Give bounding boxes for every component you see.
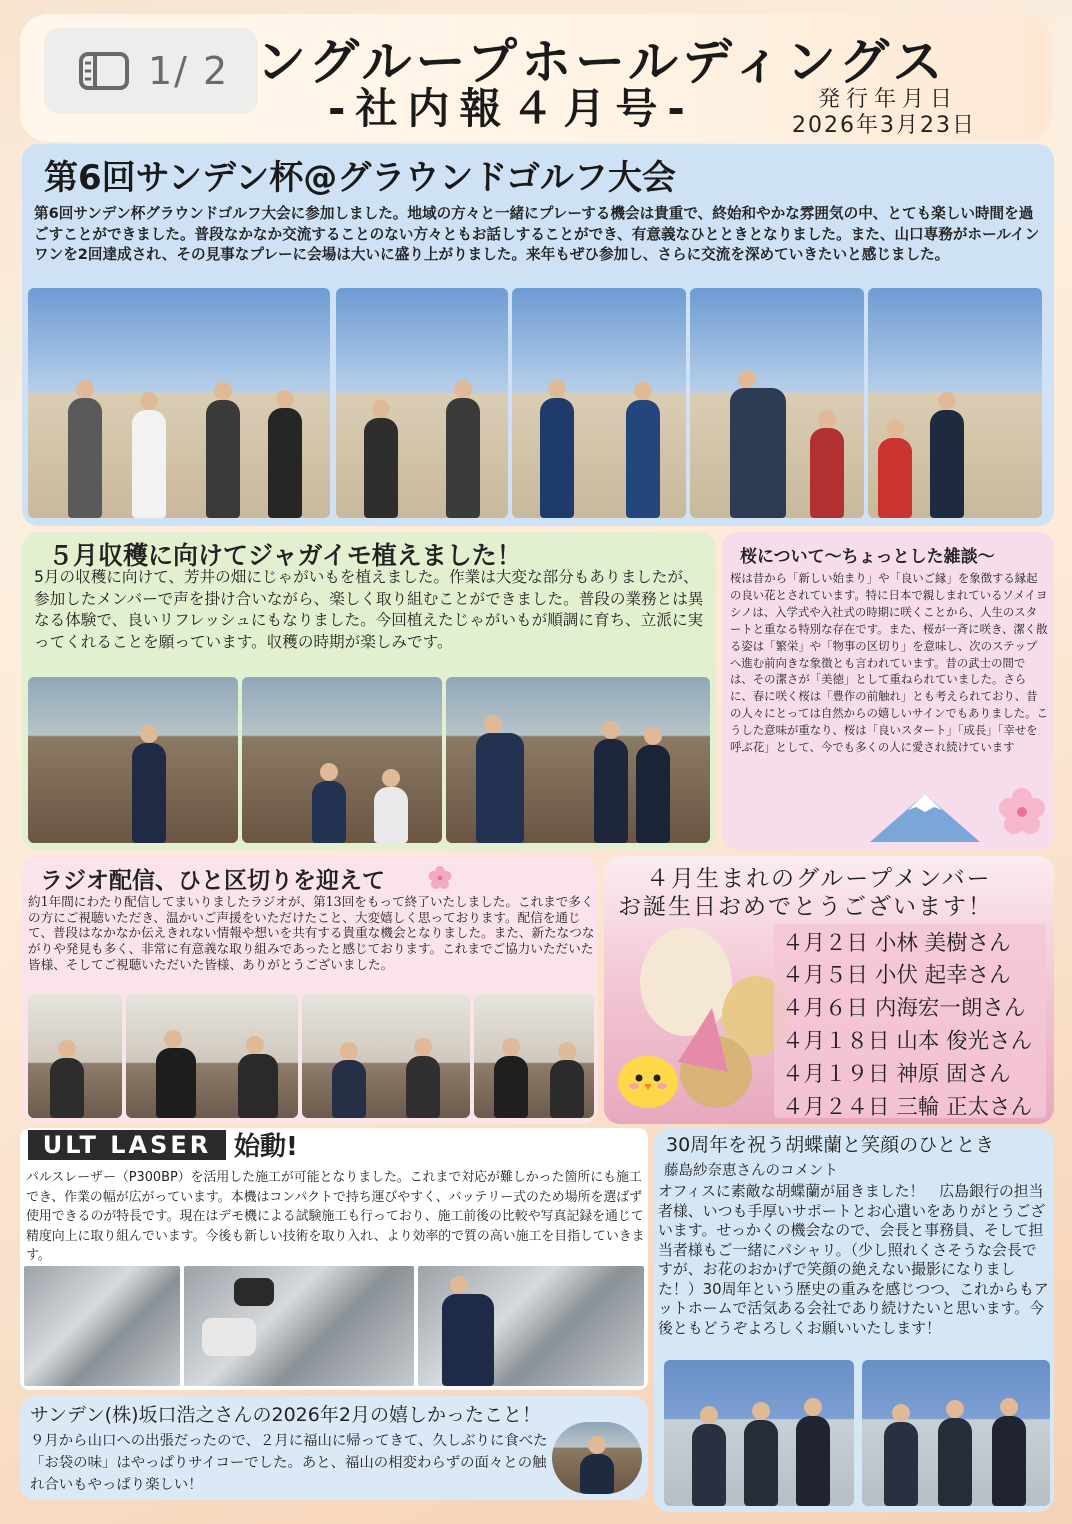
laser-photo-3	[418, 1266, 644, 1386]
ult-laser-logo	[28, 1130, 226, 1160]
sakaguchi-body: ９月から山口への出張だったので、２月に福山に帰ってきて、久しぶりに食べた「お袋の味」はやっぱりサイコーでした。あと、福山の相変わらずの面々との触れ合いもやっぱり楽しい！	[30, 1433, 548, 1493]
issue-date: 2026年3月23日	[792, 113, 976, 138]
sakura-title: 桜について〜ちょっとした雑談〜	[740, 547, 995, 567]
mount-fuji-illustration	[870, 790, 980, 842]
laser-photo-1	[24, 1266, 180, 1386]
laser-photo-2	[184, 1266, 414, 1386]
birthday-member: ４月５日 小伏 起幸さん	[782, 963, 1011, 988]
orchid-title: 30周年を祝う胡蝶蘭と笑顔のひととき	[666, 1134, 995, 1156]
ult-laser-logo-text: ULT LASER	[42, 1131, 212, 1159]
birthday-member: ４月２４日 三輪 正太さん	[782, 1095, 1033, 1120]
potato-body: 5月の収穫に向けて、芳井の畑にじゃがいもを植えました。作業は大変な部分もありましたが、参加したメンバーで声を掛け合いながら、楽しく取り組むことができました。普段の業務とは異なる体験で、良いリフレッシュにもなりました。今回植えたじゃがいもが順調に育ち、立派に実ってくれることを願っています。収穫の時期が楽しみです。	[34, 568, 704, 651]
potato-photo-2	[242, 677, 442, 843]
orchid-subtitle: 藤島紗奈恵さんのコメント	[664, 1163, 838, 1179]
sakaguchi-photo	[552, 1422, 642, 1494]
golf-photo-2	[336, 288, 508, 518]
radio-photo-3	[302, 994, 470, 1118]
golf-photo-5	[868, 288, 1042, 518]
birthday-title-line2: お誕生日おめでとうございます！	[618, 894, 993, 920]
golf-photo-4	[690, 288, 864, 518]
company-title: ングループホールディングス	[256, 33, 947, 91]
potato-photo-1	[28, 677, 238, 843]
radio-photo-2	[126, 994, 298, 1118]
cherry-blossom-icon	[994, 784, 1050, 840]
golf-title: 第6回サンデン杯@グラウンドゴルフ大会	[44, 158, 676, 198]
issue-date-label: 発行年月日	[818, 87, 959, 112]
golf-photo-3	[512, 288, 686, 518]
golf-body: 第6回サンデン杯グラウンドゴルフ大会に参加しました。地域の方々と一緒にプレーする機会は貴重で、終始和やかな雰囲気の中、とても楽しい時間を過ごすことができました。普段なかなか交流することのない方々ともお話しすることができ、有意義なひとときとなりました。また、山口専務がホールインワンを2回達成され、その見事なプレーに会場は大いに盛り上がりました。来年もぜひ参加し、さらに交流を深めていきたいと感じました。	[34, 205, 1040, 263]
sakura-body: 桜は昔から「新しい始まり」や「良いご縁」を象徴する縁起の良い花とされています。特に日本で親しまれているソメイヨシノは、入学式や入社式の時期に咲くことから、人生のスタートと重なる特別な存在です。また、桜が一斉に咲き、潔く散る姿は「繁栄」や「物事の区切り」を意味し、次のステップへ進む前向きな象徴とも言われています。昔の武士の間では、その潔さが「美徳」として重ねられていました。さらに、春に咲く桜は「豊作の前触れ」とも考えられており、昔の人々にとっては自然からの嬉しいサインでもありました。こうした意味が重なり、桜は「良いスタート」「成長」「幸せを呼ぶ花」として、今でも多くの人に愛され続けています	[730, 571, 1048, 755]
birthday-member: ４月２日 小林 美樹さん	[782, 931, 1011, 956]
golf-photo-1	[28, 288, 330, 518]
newsletter-subtitle: -社内報４月号-	[328, 84, 695, 133]
page-view-icon	[78, 51, 130, 91]
orchid-photo-2	[862, 1360, 1050, 1506]
laser-title: 始動!	[234, 1132, 298, 1162]
radio-photo-1	[28, 994, 122, 1118]
birthday-member: ４月６日 内海宏一朗さん	[782, 996, 1026, 1021]
chick-icon	[612, 1040, 684, 1112]
potato-photo-3	[446, 677, 710, 843]
page-indicator-text: 1/ 2	[148, 49, 230, 93]
birthday-title-line1: ４月生まれのグループメンバー	[646, 866, 992, 892]
radio-photo-4	[474, 994, 594, 1118]
sakaguchi-title: サンデン(株)坂口浩之さんの2026年2月の嬉しかったこと！	[30, 1404, 541, 1426]
birthday-list	[774, 924, 1046, 1118]
potato-title: ５月収穫に向けてジャガイモ植えました！	[48, 541, 522, 570]
cherry-blossom-icon	[426, 864, 454, 892]
page-indicator[interactable]	[44, 28, 258, 114]
radio-body: 約1年間にわたり配信してまいりましたラジオが、第13回をもって終了いたしました。これまで多くの方にご視聴いただき、温かいご声援をいただけたこと、大変嬉しく思っております。配信を通じて、普段はなかなか伝えきれない情報や想いを共有する貴重な機会となりました。また、新たなつながりや発見も多く、非常に有意義な取り組みであったと感じております。これまでご協力いただいた皆様、そしてご視聴いただいた皆様、ありがとうございました。	[28, 894, 595, 972]
radio-title: ラジオ配信、ひと区切りを迎えて	[40, 868, 385, 894]
orchid-photo-1	[664, 1360, 854, 1506]
orchid-body: オフィスに素敵な胡蝶蘭が届きました！ 広島銀行の担当者様、いつも手厚いサポートとお心遣いをありがとうございます。せっかくの機会なので、会長と事務員、そして担当者様もご一緒にパシャリ。（少し照れくさそうな会長ですが、お花のおかげで笑顔の絶えない撮影になりました！）30周年という歴史の重みを感じつつ、これからもアットホームで活気ある会社であり続けたいと思います。今後ともどうぞよろしくお願いいたします！	[658, 1182, 1049, 1337]
birthday-member: ４月１９日 神原 固さん	[782, 1062, 1011, 1087]
birthday-member: ４月１８日 山本 俊光さん	[782, 1029, 1033, 1054]
laser-body: パルスレーザー（P300BP）を活用した施工が可能となりました。これまで対応が難しかった箇所にも施工でき、作業の幅が広がっています。本機はコンパクトで持ち運びやすく、バッテリー式のため場所を選ばず使用できるのが特長です。現在はデモ機による試験施工も行っており、施工前後の比較や写真記録を通じて精度向上に取り組んでいます。今後も新しい技術を取り入れ、より効率的で質の高い施工を目指していきます。	[26, 1170, 645, 1263]
